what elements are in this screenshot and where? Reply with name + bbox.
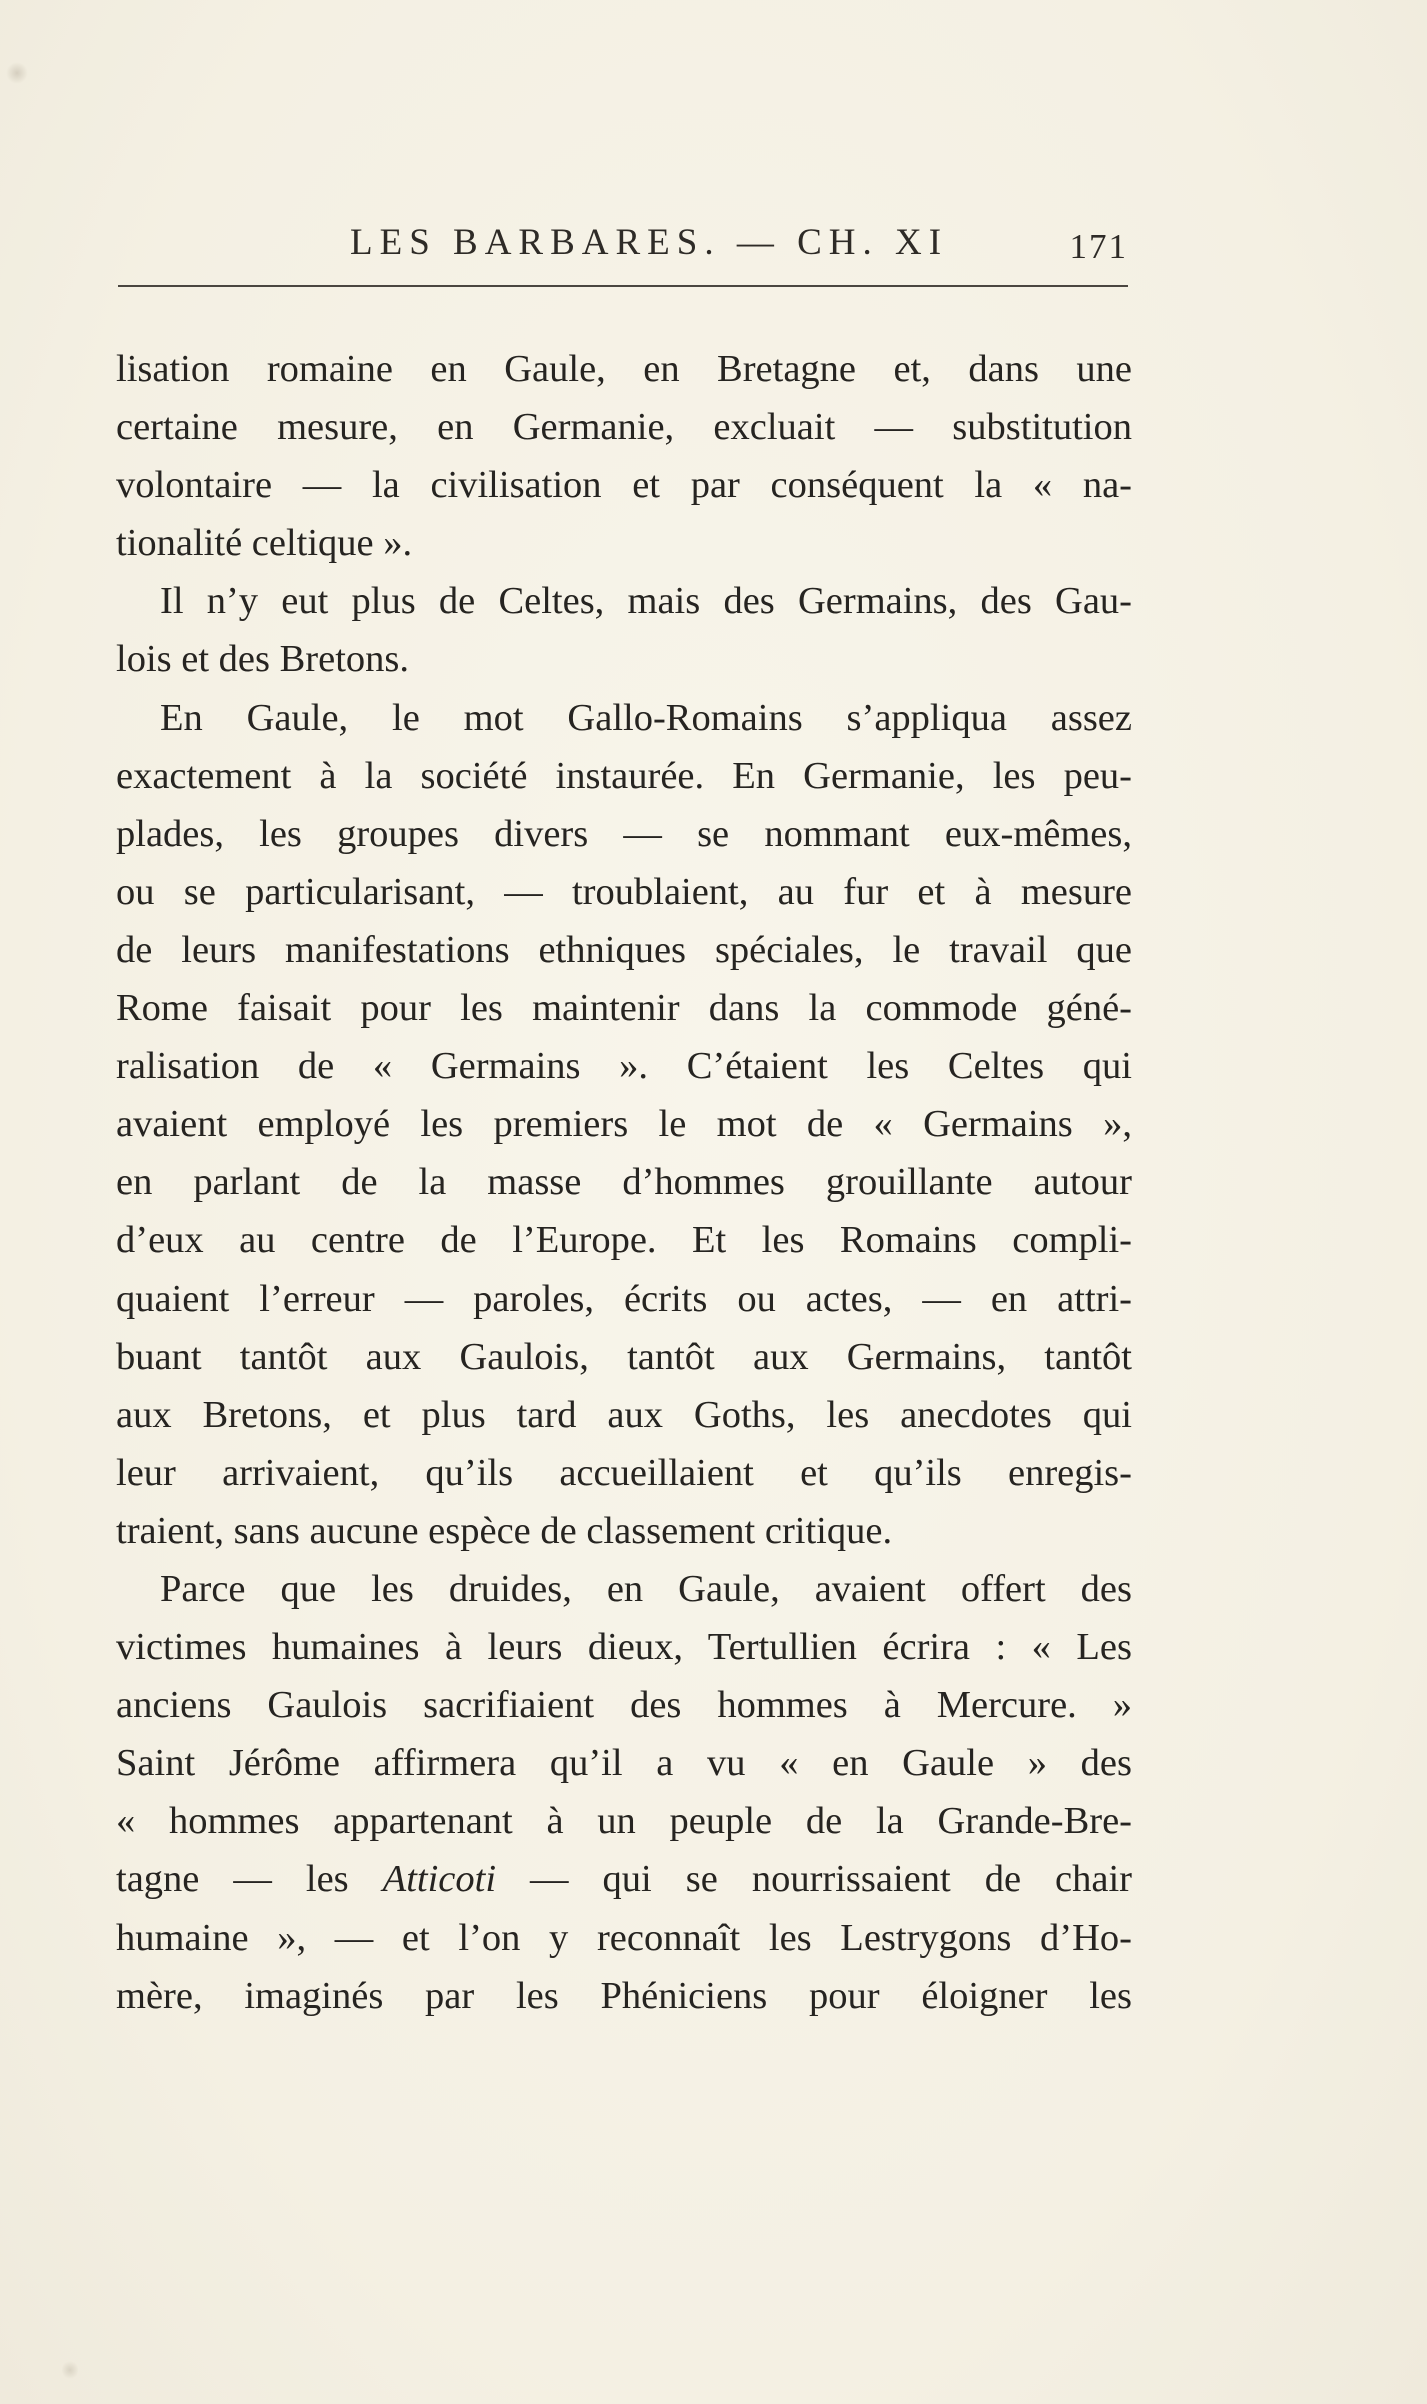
line-segment: — qui se nourrissaient de chair bbox=[496, 1858, 1132, 1901]
text-line: volontaire — la civilisation et par conséquent la « na- bbox=[116, 464, 1132, 507]
running-head bbox=[118, 218, 1128, 278]
paragraph-start-line: Parce que les druides, en Gaule, avaient offert des bbox=[160, 1567, 1132, 1610]
text-line: Rome faisait pour les maintenir dans la commode géné- bbox=[116, 987, 1132, 1030]
text-line: quaient l’erreur — paroles, écrits ou actes, — en attri- bbox=[116, 1277, 1132, 1320]
text-line: exactement à la société instaurée. En Germanie, les peu- bbox=[116, 754, 1132, 797]
text-line: ralisation de « Germains ». C’étaient les Celtes qui bbox=[116, 1045, 1132, 1088]
text-line: anciens Gaulois sacrifiaient des hommes à Mercure. » bbox=[116, 1684, 1132, 1727]
line-segment: tagne — les bbox=[116, 1858, 383, 1901]
text-line: « hommes appartenant à un peuple de la Grande-Bre- bbox=[116, 1800, 1132, 1843]
text-line: plades, les groupes divers — se nommant eux-mêmes, bbox=[116, 812, 1132, 855]
text-line: aux Bretons, et plus tard aux Goths, les anecdotes qui bbox=[116, 1393, 1132, 1436]
paragraph-start-line: Il n’y eut plus de Celtes, mais des Germains, des Gau- bbox=[160, 580, 1132, 623]
text-line: de leurs manifestations ethniques spéciales, le travail que bbox=[116, 928, 1132, 971]
text-line: lois et des Bretons. bbox=[116, 638, 409, 681]
text-line: lisation romaine en Gaule, en Bretagne et, dans une bbox=[116, 348, 1132, 390]
text-line: leur arrivaient, qu’ils accueillaient et qu’ils enregis- bbox=[116, 1451, 1132, 1494]
text-line: avaient employé les premiers le mot de « Germains », bbox=[116, 1103, 1132, 1146]
paragraph-start-line: En Gaule, le mot Gallo-Romains s’appliqua assez bbox=[160, 696, 1132, 739]
running-title: LES BARBARES. — CH. XI bbox=[350, 222, 949, 263]
text-line: tionalité celtique ». bbox=[116, 522, 413, 565]
text-line: en parlant de la masse d’hommes grouillante autour bbox=[116, 1161, 1132, 1204]
paper-smudge bbox=[62, 2360, 78, 2380]
page-number: 171 bbox=[1069, 227, 1128, 266]
text-line: d’eux au centre de l’Europe. Et les Romains compli- bbox=[116, 1219, 1132, 1262]
text-line: mère, imaginés par les Phéniciens pour éloigner les bbox=[116, 1974, 1132, 2017]
text-line: traient, sans aucune espèce de classement critique. bbox=[116, 1509, 893, 1552]
text-line: victimes humaines à leurs dieux, Tertullien écrira : « Les bbox=[116, 1626, 1132, 1669]
text-line-with-italic bbox=[116, 1850, 1132, 1908]
text-line: Saint Jérôme affirmera qu’il a vu « en Gaule » des bbox=[116, 1742, 1132, 1785]
text-line: humaine », — et l’on y reconnaît les Lestrygons d’Ho- bbox=[116, 1916, 1132, 1959]
text-line: certaine mesure, en Germanie, excluait — substitution bbox=[116, 406, 1132, 449]
paper-smudge bbox=[6, 62, 28, 84]
text-line: buant tantôt aux Gaulois, tantôt aux Germains, tantôt bbox=[116, 1335, 1132, 1378]
header-rule bbox=[118, 285, 1128, 287]
italic-term-atticoti: Atticoti bbox=[382, 1858, 497, 1901]
body-text bbox=[116, 340, 1132, 2025]
text-line: ou se particularisant, — troublaient, au fur et à mesure bbox=[116, 870, 1132, 913]
